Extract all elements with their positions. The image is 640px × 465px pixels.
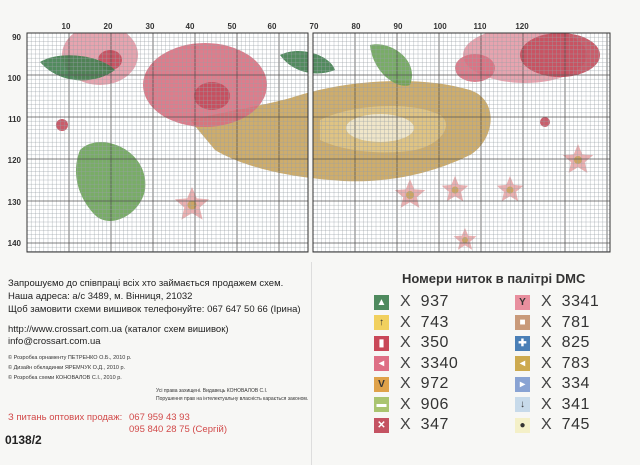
dmc-number: 3341: [561, 293, 600, 310]
pattern-code: 0138/2: [5, 433, 42, 447]
star-6-center: [462, 237, 468, 243]
y-axis-labels: [8, 33, 22, 248]
legend-item: [515, 313, 590, 333]
x-tick-label: 50: [227, 22, 237, 31]
legend-item: [515, 395, 590, 415]
stitch-mark: X: [400, 293, 411, 310]
symbol-icon: ↑: [374, 315, 389, 330]
legend-item: [515, 374, 590, 394]
symbol-icon: ▸: [515, 377, 530, 392]
legend-item: [374, 415, 449, 435]
symbol-icon: ✚: [515, 336, 530, 351]
legend-item: [515, 354, 590, 374]
x-tick-label: 90: [393, 22, 403, 31]
credit-cover: © Дизайн обкладинки ЯРЕМЧУК О.Д., 2010 р.: [8, 365, 126, 371]
credit-ornament: © Розробка орнаменту ПЕТРЕНКО О.Б., 2010 р.: [8, 355, 132, 361]
symbol-icon: ■: [515, 315, 530, 330]
stitch-mark: X: [400, 375, 411, 392]
wholesale-phone-2: 095 840 28 75 (Сергій): [129, 424, 228, 435]
x-tick-label: 40: [185, 22, 195, 31]
stitch-mark: X: [541, 334, 552, 351]
stitch-mark: X: [400, 354, 411, 372]
symbol-icon: ▮: [374, 336, 389, 351]
order-phone-text: Щоб замовити схеми вишивок телефонуйте: 067 647 50 66 (Ірина): [8, 304, 301, 315]
x-tick-label: 120: [515, 22, 529, 31]
stitch-mark: X: [541, 313, 552, 331]
dmc-number: 347: [420, 416, 449, 433]
legend-item: [374, 395, 449, 415]
stitch-mark: X: [541, 395, 552, 413]
stitch-mark: X: [541, 416, 552, 433]
legend-item: [374, 374, 449, 394]
dmc-number: 3340: [420, 354, 459, 372]
x-tick-label: 10: [61, 22, 71, 31]
star-5-center: [574, 156, 582, 164]
cornucopia-hole: [346, 114, 414, 142]
dmc-number: 972: [420, 375, 449, 392]
x-tick-label: 110: [473, 22, 487, 31]
legend-title: Номери ниток в палітрі DMC: [402, 271, 586, 286]
dmc-number: 745: [561, 416, 590, 433]
symbol-icon: ✕: [374, 418, 389, 433]
stitch-mark: X: [400, 395, 411, 413]
dmc-number: 825: [561, 334, 590, 351]
symbol-icon: ↓: [515, 397, 530, 412]
wholesale-phone-1: 067 959 43 93: [129, 412, 190, 423]
symbol-icon: V: [374, 377, 389, 392]
y-tick-label: 140: [7, 239, 21, 248]
x-tick-label: 70: [309, 22, 319, 31]
legend-item: [515, 415, 590, 435]
x-axis-labels: [62, 22, 530, 31]
legend-item: [374, 354, 458, 374]
dmc-number: 350: [420, 334, 449, 351]
dmc-number: 783: [561, 354, 590, 372]
stitch-mark: X: [541, 354, 552, 372]
dmc-number: 781: [561, 313, 590, 331]
symbol-icon: Y: [515, 295, 530, 310]
symbol-icon: ◂: [515, 356, 530, 371]
credit-scheme: © Розробка схеми КОНОВАЛОВ С.І., 2010 р.: [8, 375, 122, 381]
symbol-icon: ▬: [374, 397, 389, 412]
symbol-icon: ●: [515, 418, 530, 433]
y-tick-label: 130: [7, 198, 21, 207]
stitch-mark: X: [400, 313, 411, 331]
email-link[interactable]: info@crossart.com.ua: [8, 336, 101, 347]
x-tick-label: 60: [267, 22, 277, 31]
dmc-number: 334: [561, 375, 590, 392]
legend-item: [374, 313, 449, 333]
x-tick-label: 100: [433, 22, 447, 31]
rose-right-dark: [520, 33, 600, 77]
star-2-center: [406, 191, 414, 199]
dmc-number: 937: [420, 293, 449, 310]
invite-text: Запрошуємо до співпраці всіх хто займається продажем схем.: [8, 278, 284, 289]
legend-item: [515, 292, 599, 312]
y-tick-label: 120: [7, 156, 21, 165]
stitch-mark: X: [400, 334, 411, 351]
legend-item: [374, 292, 449, 312]
legend-item: [374, 333, 449, 353]
x-tick-label: 80: [351, 22, 361, 31]
dmc-number: 743: [420, 313, 449, 331]
rights-text: Усі права захищені. Видавець КОНОВАЛОВ С.І.: [156, 388, 268, 394]
legend-item: [515, 333, 590, 353]
y-tick-label: 90: [12, 33, 21, 42]
page-fold: [311, 262, 312, 465]
website-link[interactable]: http://www.crossart.com.ua (каталог схем вишивок): [8, 324, 229, 335]
x-tick-label: 20: [103, 22, 113, 31]
stitch-mark: X: [541, 375, 552, 392]
wholesale-label: З питань оптових продаж:: [8, 412, 123, 423]
stitch-mark: X: [541, 293, 552, 310]
stitch-mark: X: [400, 416, 411, 433]
x-tick-label: 30: [145, 22, 155, 31]
y-tick-label: 110: [8, 115, 21, 124]
y-tick-label: 100: [7, 74, 21, 83]
dmc-number: 906: [420, 395, 449, 413]
address-text: Наша адреса: а/с 3489, м. Вінниця, 21032: [8, 291, 193, 302]
symbol-icon: ▲: [374, 295, 389, 310]
rights-text-2: Порушення прав на інтелектуальну власність карається законом.: [156, 396, 309, 402]
dmc-number: 341: [561, 395, 590, 413]
symbol-icon: ◂: [374, 356, 389, 371]
berry-1: [56, 119, 68, 131]
